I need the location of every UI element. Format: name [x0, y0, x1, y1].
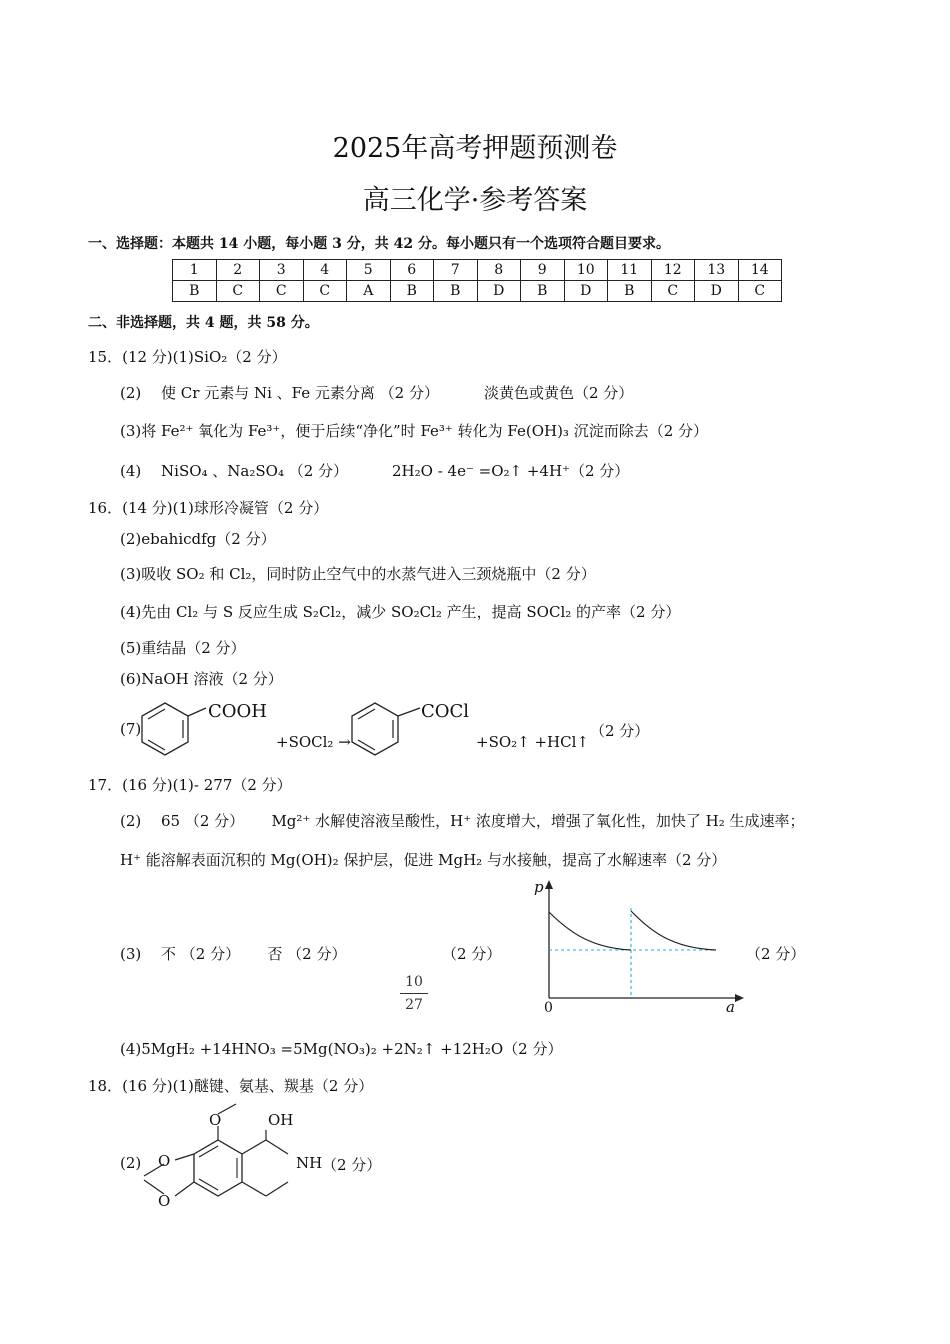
section2-heading: 二、非选择题，共 4 题，共 58 分。	[88, 315, 319, 331]
q16-line5: (5)重结晶（2 分）	[120, 639, 246, 657]
fraction-answer	[400, 974, 428, 1013]
answer-cell: B	[608, 281, 652, 302]
fraction-bar	[400, 993, 428, 994]
question-number-cell: 5	[347, 260, 391, 281]
q16-line2: (2)ebahicdfg（2 分）	[120, 530, 276, 548]
q18-line2-score: （2 分）	[322, 1156, 382, 1174]
fraction-denominator: 27	[405, 997, 423, 1013]
answer-cell: B	[173, 281, 217, 302]
q18-line2-label: (2)	[120, 1154, 142, 1172]
q17-line4: (4)5MgH₂ +14HNO₃ =5Mg(NO₃)₂ +2N₂↑ +12H₂O（2 分）	[120, 1040, 563, 1058]
answer-cell: B	[390, 281, 434, 302]
question-number-cell: 10	[564, 260, 608, 281]
byproducts-text: +SO₂↑ +HCl↑	[476, 733, 589, 751]
q18-line1: 18．(16 分)(1)醚键、氨基、羰基（2 分）	[88, 1077, 374, 1095]
q15-line2a: (2) 使 Cr 元素与 Ni 、Fe 元素分离 （2 分）	[120, 384, 439, 402]
benzene-ring-product	[348, 700, 422, 756]
q17-line3c: （2 分）	[746, 945, 806, 963]
answer-cell: C	[260, 281, 304, 302]
answer-cell: B	[434, 281, 478, 302]
reactant-group-label: COOH	[208, 701, 267, 722]
answer-cell: C	[738, 281, 782, 302]
q15-line3: (3)将 Fe²⁺ 氧化为 Fe³⁺，便于后续“净化”时 Fe³⁺ 转化为 Fe(OH)₃ 沉淀而除去（2 分）	[120, 422, 709, 440]
fraction-numerator: 10	[405, 974, 423, 990]
answer-table	[172, 259, 782, 302]
atom-o-ring-top: O	[158, 1152, 171, 1170]
q16-line4: (4)先由 Cl₂ 与 S 反应生成 S₂Cl₂，减少 SO₂Cl₂ 产生，提高 SOCl₂ 的产率（2 分）	[120, 603, 681, 621]
atom-o-methoxy: O	[209, 1111, 222, 1129]
q17-line2b: H⁺ 能溶解表面沉积的 Mg(OH)₂ 保护层，促进 MgH₂ 与水接触，提高了水解速率（2 分）	[120, 851, 727, 869]
answer-cell: D	[564, 281, 608, 302]
q16-line6: (6)NaOH 溶液（2 分）	[120, 670, 283, 688]
question-number-cell: 1	[173, 260, 217, 281]
benzene-ring-reactant	[138, 700, 208, 756]
question-number-cell: 14	[738, 260, 782, 281]
answer-cell: C	[303, 281, 347, 302]
graph-x-axis-label: a	[726, 998, 735, 1016]
q15-line4b: 2H₂O - 4e⁻ =O₂↑ +4H⁺（2 分）	[392, 462, 630, 480]
atom-o-ring-bottom: O	[158, 1192, 171, 1210]
answer-cell: B	[521, 281, 565, 302]
answer-cell: A	[347, 281, 391, 302]
q15-line1: 15．(12 分)(1)SiO₂（2 分）	[88, 348, 287, 366]
graph-curve-segment-1	[549, 912, 631, 950]
q16-line3: (3)吸收 SO₂ 和 Cl₂，同时防止空气中的水蒸气进入三颈烧瓶中（2 分）	[120, 565, 596, 583]
q17-line3b: （2 分）	[442, 945, 502, 963]
question-number-cell: 9	[521, 260, 565, 281]
q16-line1: 16．(14 分)(1)球形冷凝管（2 分）	[88, 499, 329, 517]
q16-line7-label: (7)	[120, 720, 142, 738]
answer-table-number-row	[173, 260, 782, 281]
graph-y-arrow	[545, 880, 553, 889]
document-subtitle: 高三化学·参考答案	[362, 185, 588, 216]
graph-y-axis-label: p	[534, 878, 544, 896]
atom-oh: OH	[268, 1111, 294, 1129]
graph-x-arrow	[735, 994, 744, 1002]
graph-origin-label: 0	[544, 1000, 553, 1016]
question-number-cell: 4	[303, 260, 347, 281]
q17-line1: 17．(16 分)(1)- 277（2 分）	[88, 776, 292, 794]
answer-table-answer-row	[173, 281, 782, 302]
question-number-cell: 12	[651, 260, 695, 281]
question-number-cell: 6	[390, 260, 434, 281]
q15-line2b: 淡黄色或黄色（2 分）	[484, 384, 634, 402]
section1-heading: 一、选择题：本题共 14 小题，每小题 3 分，共 42 分。每小题只有一个选项符合题目要求。	[88, 236, 670, 252]
graph-curve-segment-2	[631, 911, 716, 950]
question-number-cell: 7	[434, 260, 478, 281]
answer-cell: D	[477, 281, 521, 302]
q17-line2a: (2) 65 （2 分） Mg²⁺ 水解使溶液呈酸性，H⁺ 浓度增大，增强了氧化性，加快了 H₂ 生成速率；	[120, 812, 805, 830]
atom-nh: NH	[296, 1154, 323, 1172]
answer-cell: C	[216, 281, 260, 302]
question-number-cell: 3	[260, 260, 304, 281]
document-title: 2025年高考押题预测卷	[332, 133, 618, 164]
question-number-cell: 8	[477, 260, 521, 281]
product-group-label: COCl	[421, 701, 470, 722]
question-number-cell: 2	[216, 260, 260, 281]
q15-line4a: (4) NiSO₄ 、Na₂SO₄ （2 分）	[120, 462, 349, 480]
question-number-cell: 13	[695, 260, 739, 281]
answer-cell: C	[651, 281, 695, 302]
q16-line7-score: （2 分）	[590, 722, 650, 740]
reagent-text: +SOCl₂ →	[276, 733, 351, 751]
pressure-curve-graph	[540, 878, 746, 1002]
question-number-cell: 11	[608, 260, 652, 281]
q17-line3a: (3) 不 （2 分） 否 （2 分）	[120, 945, 347, 963]
answer-cell: D	[695, 281, 739, 302]
